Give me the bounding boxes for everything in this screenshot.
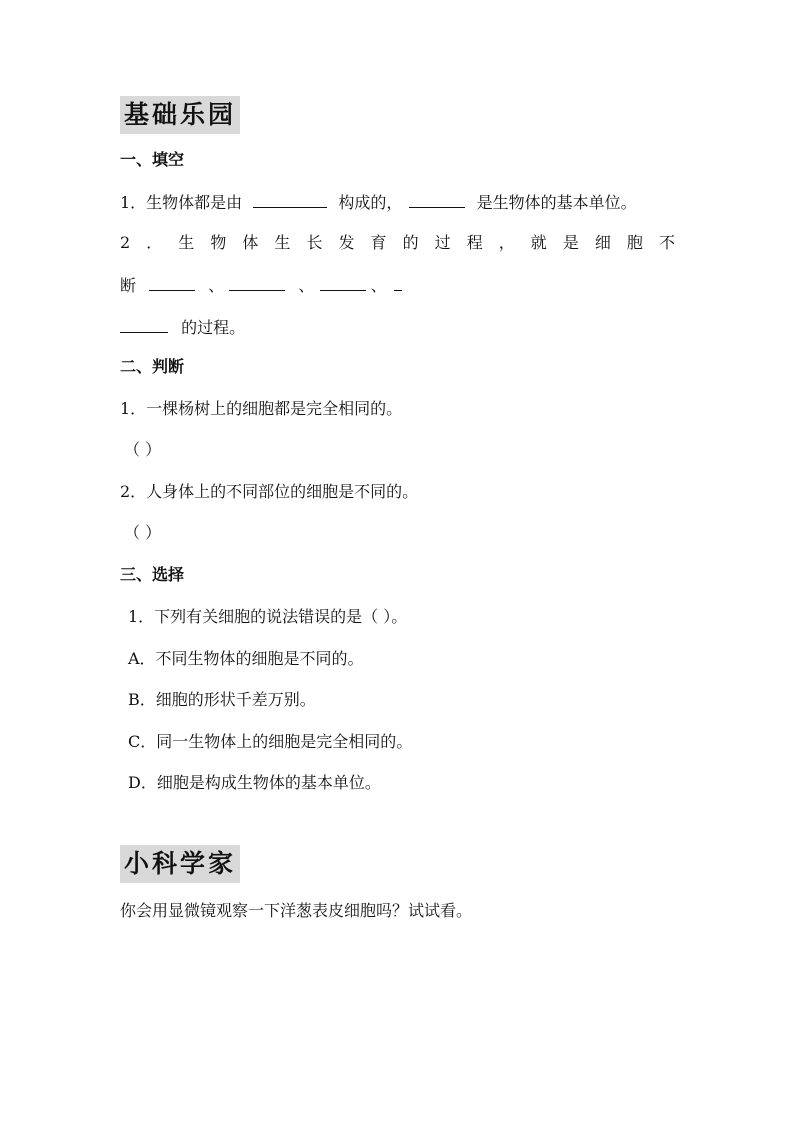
scientist-text: 你会用显微镜观察一下洋葱表皮细胞吗？试试看。 [120,901,473,920]
q2-char: 细 [594,233,611,252]
q2-char: 就 [530,233,547,252]
q2-char: 程 [466,233,483,252]
q2-char: ， [498,233,515,252]
q2-char: 胞 [626,233,643,252]
choice-option-c[interactable]: C．同一生物体上的细胞是完全相同的。 [128,732,413,751]
answer-blank[interactable] [409,191,465,208]
fill-q2-line2-prefix: 断 [120,276,137,295]
fill-q1-prefix: 1．生物体都是由 [120,193,243,212]
q2-char: 2 [120,233,131,252]
fill-question-2-line-2 [120,274,402,296]
q2-char: 生 [178,233,195,252]
answer-blank[interactable] [394,274,402,291]
separator: 、 [298,276,315,295]
q2-char: 育 [370,233,387,252]
judge-question-1: 1．一棵杨树上的细胞都是完全相同的。 [120,399,403,418]
judge-heading: 二、判断 [120,357,185,376]
q2-char: 物 [210,233,227,252]
separator: 、 [208,276,225,295]
fill-q1-middle: 构成的， [338,193,403,212]
choice-question-1: 1．下列有关细胞的说法错误的是（ ）。 [128,607,408,626]
q2-char: 过 [434,233,451,252]
answer-blank[interactable] [229,274,285,291]
judge-answer-paren[interactable]: （ ） [124,523,162,542]
judge-question-2: 2．人身体上的不同部位的细胞是不同的。 [120,482,419,501]
q2-char: 长 [306,233,323,252]
fill-question-1 [120,191,637,213]
q2-char: 的 [402,233,419,252]
choice-option-d[interactable]: D．细胞是构成生物体的基本单位。 [128,773,381,792]
choice-option-b[interactable]: B．细胞的形状千差万别。 [128,690,316,709]
section-title-scientist: 小科学家 [120,845,240,883]
section-title-basic: 基础乐园 [120,96,240,134]
q2-char: 是 [562,233,579,252]
fill-q1-suffix: 是生物体的基本单位。 [476,193,637,212]
fill-q2-line3-suffix: 的过程。 [181,318,246,337]
choice-heading: 三、选择 [120,565,185,584]
q2-char: 生 [274,233,291,252]
q2-char: 不 [658,233,675,252]
choice-option-a[interactable]: A．不同生物体的细胞是不同的。 [128,649,364,668]
answer-blank[interactable] [149,274,195,291]
q2-char: ． [146,233,163,252]
q2-char: 发 [338,233,355,252]
fill-question-2-line-1 [120,233,675,253]
judge-answer-paren[interactable]: （ ） [124,440,162,459]
q2-char: 体 [242,233,259,252]
fill-heading: 一、填空 [120,150,185,169]
answer-blank[interactable] [320,274,366,291]
answer-blank[interactable] [120,316,168,333]
answer-blank[interactable] [253,191,327,208]
fill-question-2-line-3 [120,316,245,338]
separator: 、 [370,276,387,295]
